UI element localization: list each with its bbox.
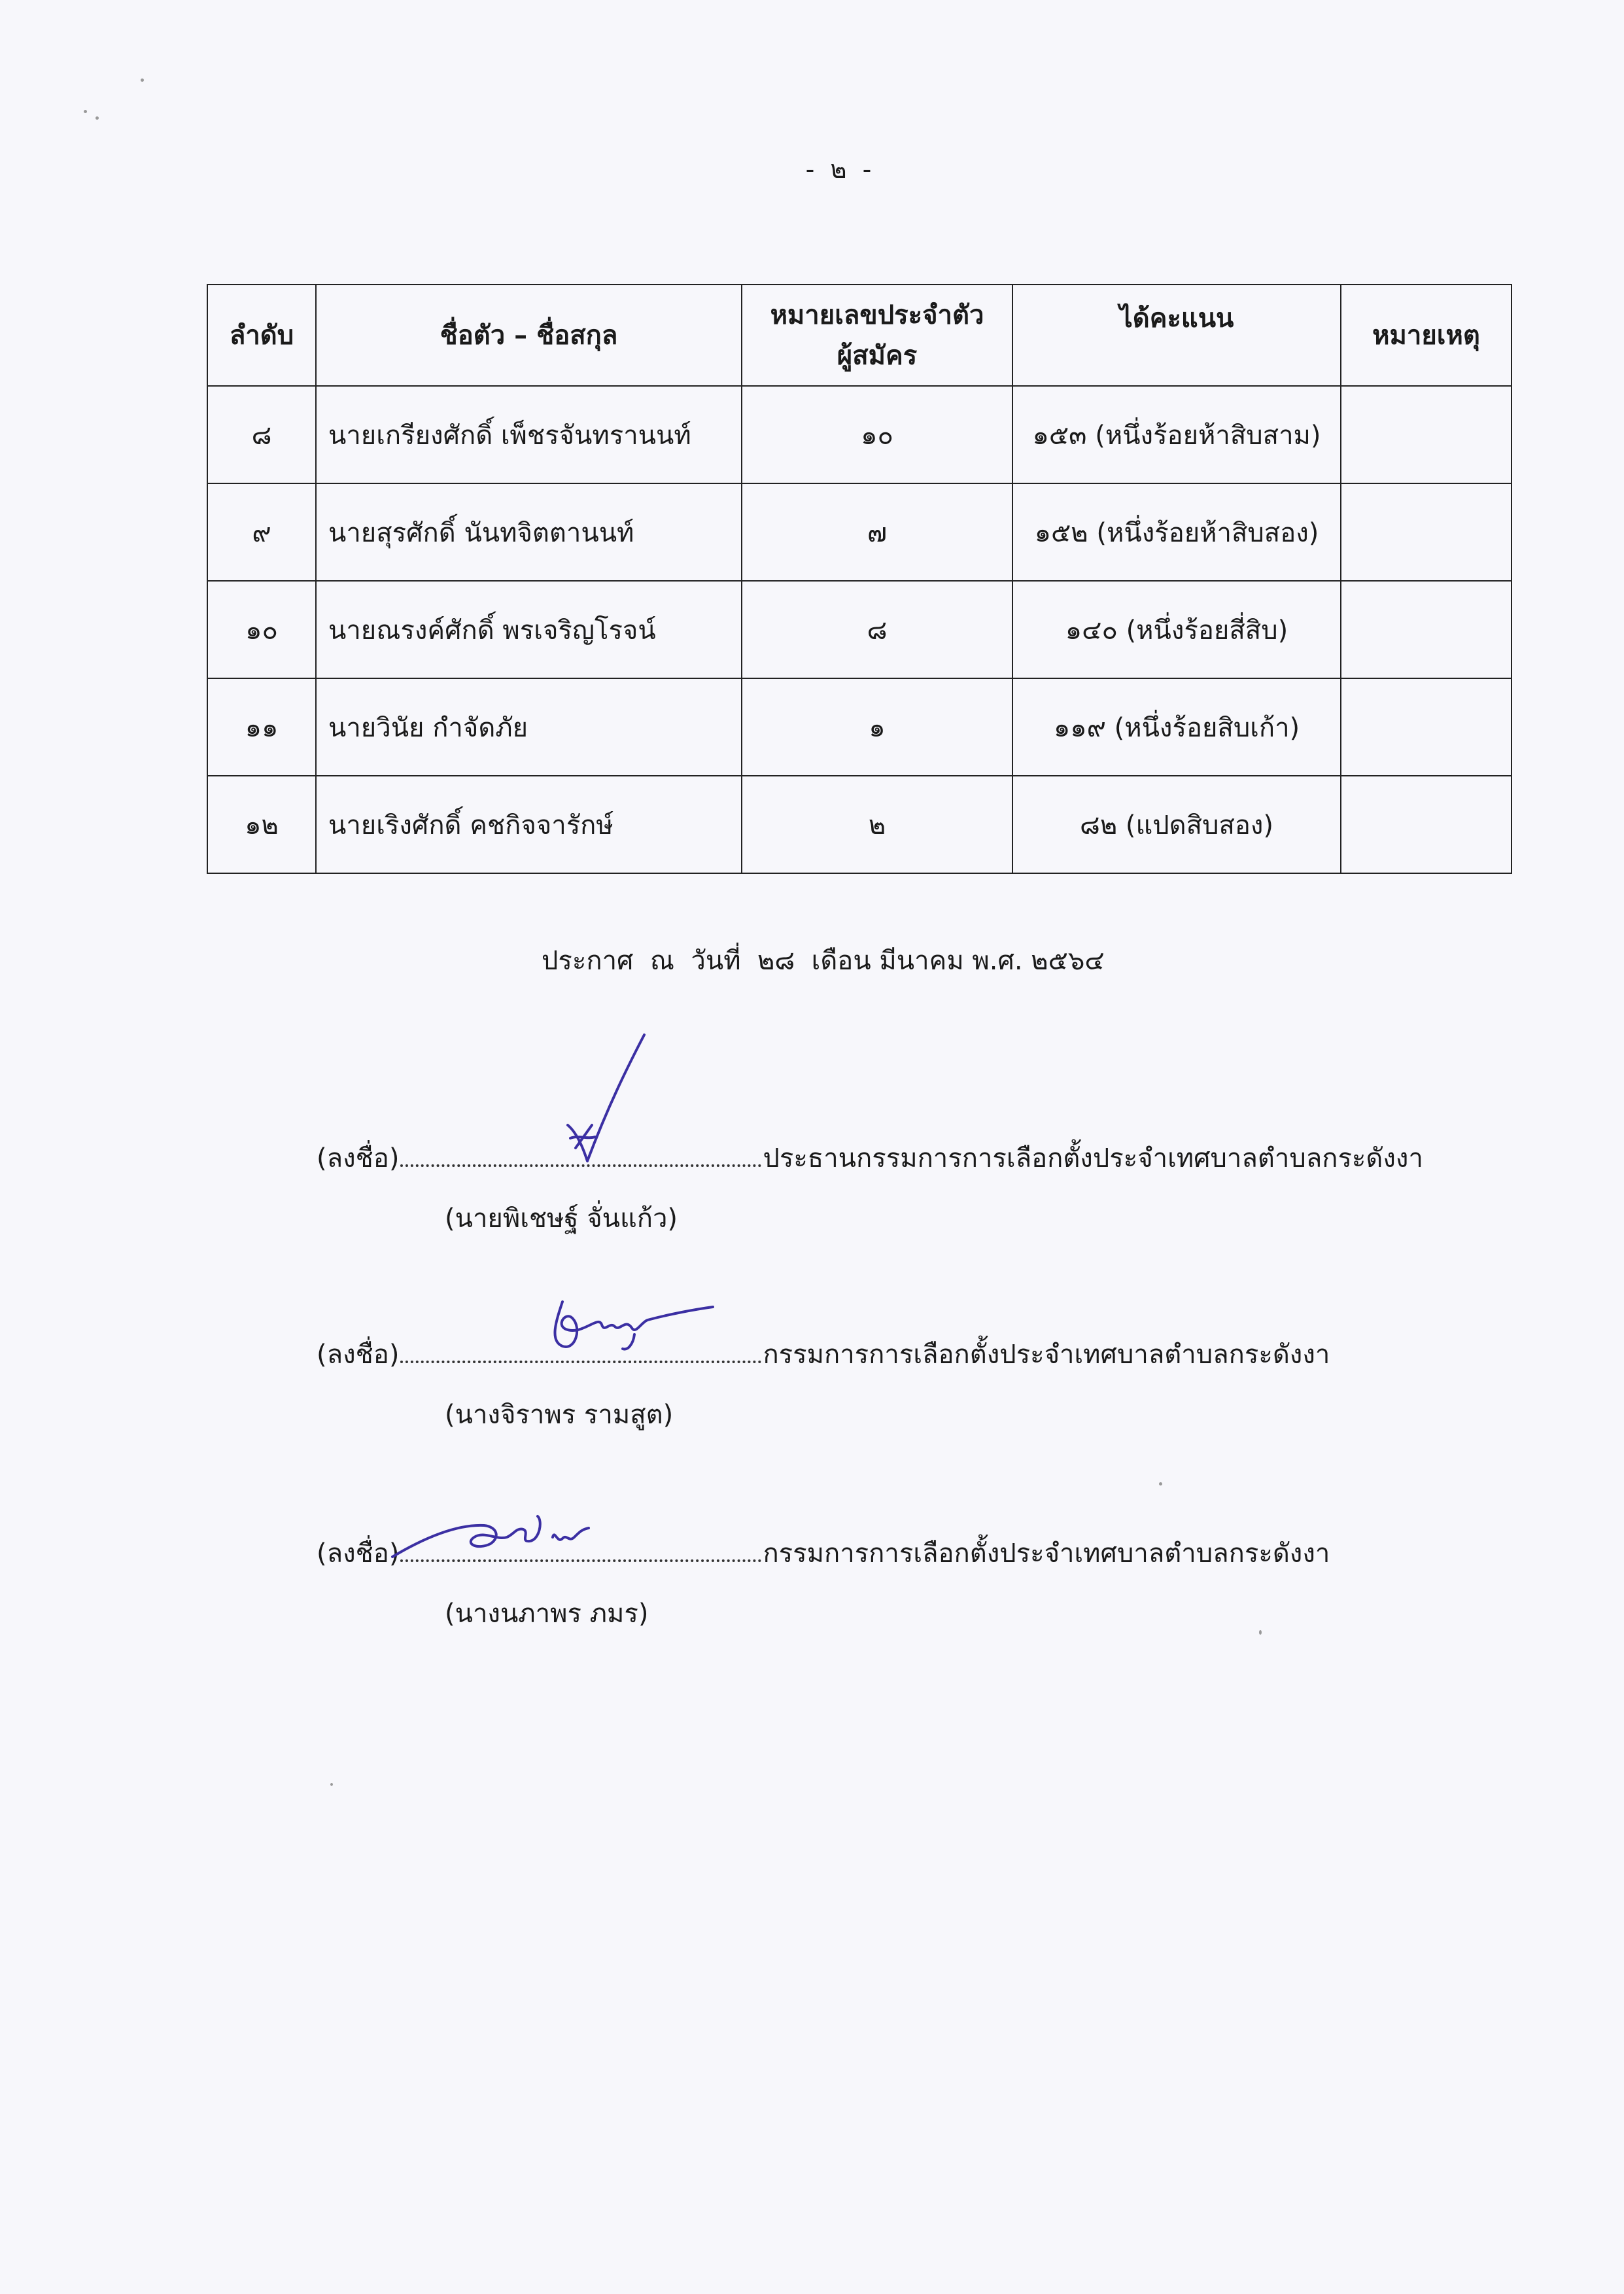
cell-candidate-number: ๘ <box>742 581 1012 678</box>
header-order: ลำดับ <box>207 285 316 386</box>
scan-speck <box>330 1783 333 1786</box>
cell-remark <box>1341 386 1512 483</box>
signature-position: ประธานกรรมการการเลือกตั้งประจำเทศบาลตำบลกระดังงา <box>763 1143 1423 1173</box>
signature-dotted-line <box>400 1553 761 1562</box>
scan-speck <box>1159 1482 1162 1486</box>
cell-name: นายวินัย กำจัดภัย <box>316 678 742 776</box>
signatory-name: (นายพิเชษฐ์ จั่นแก้ว) <box>445 1204 678 1234</box>
signature-dotted-line <box>400 1158 761 1167</box>
cell-name: นายณรงค์ศักดิ์ พรเจริญโรจน์ <box>316 581 742 678</box>
signature-position: กรรมการการเลือกตั้งประจำเทศบาลตำบลกระดังงา <box>763 1340 1330 1370</box>
announcement-date: ประกาศ ณ วันที่ ๒๘ เดือน มีนาคม พ.ศ. ๒๕๖๔ <box>542 946 1105 976</box>
signature-block-member-1 <box>317 1333 1330 1435</box>
cell-remark <box>1341 776 1512 873</box>
cell-score: ๑๕๓ (หนึ่งร้อยห้าสิบสาม) <box>1012 386 1341 483</box>
page-number: - ๒ - <box>805 155 876 184</box>
scan-speck <box>141 78 144 82</box>
cell-score: ๑๕๒ (หนึ่งร้อยห้าสิบสอง) <box>1012 483 1341 581</box>
cell-remark <box>1341 581 1512 678</box>
table-row <box>207 581 1512 678</box>
signature-block-chairman <box>317 1137 1423 1239</box>
cell-name: นายเริงศักดิ์ คชกิจจารักษ์ <box>316 776 742 873</box>
header-candidate-number-line2: ผู้สมัคร <box>837 340 918 371</box>
cell-candidate-number: ๑๐ <box>742 386 1012 483</box>
header-candidate-number <box>742 285 1012 386</box>
cell-candidate-number: ๒ <box>742 776 1012 873</box>
cell-order: ๘ <box>207 386 316 483</box>
signatory-name: (นางจิราพร รามสูต) <box>445 1400 674 1430</box>
table-row <box>207 483 1512 581</box>
cell-candidate-number: ๑ <box>742 678 1012 776</box>
signature-position: กรรมการการเลือกตั้งประจำเทศบาลตำบลกระดังงา <box>763 1538 1330 1569</box>
cell-score: ๘๒ (แปดสิบสอง) <box>1012 776 1341 873</box>
cell-name: นายสุรศักดิ์ นันทจิตตานนท์ <box>316 483 742 581</box>
header-candidate-number-line1: หมายเลขประจำตัว <box>770 300 984 330</box>
signature-prefix: (ลงชื่อ) <box>317 1340 400 1370</box>
signatory-name: (นางนภาพร ภมร) <box>445 1599 649 1629</box>
cell-order: ๑๒ <box>207 776 316 873</box>
cell-score: ๑๔๐ (หนึ่งร้อยสี่สิบ) <box>1012 581 1341 678</box>
scan-speck <box>84 110 87 113</box>
election-results-table <box>207 284 1512 874</box>
header-score: ได้คะแนน <box>1012 285 1341 386</box>
cell-order: ๑๑ <box>207 678 316 776</box>
header-remark: หมายเหตุ <box>1341 285 1512 386</box>
signature-dotted-line <box>400 1354 761 1363</box>
scan-speck <box>95 116 99 120</box>
cell-order: ๙ <box>207 483 316 581</box>
signature-block-member-2 <box>317 1532 1330 1634</box>
table-row <box>207 386 1512 483</box>
table-row <box>207 678 1512 776</box>
scan-speck <box>1259 1630 1262 1635</box>
cell-score: ๑๑๙ (หนึ่งร้อยสิบเก้า) <box>1012 678 1341 776</box>
cell-order: ๑๐ <box>207 581 316 678</box>
signature-line <box>317 1137 1423 1179</box>
signature-prefix: (ลงชื่อ) <box>317 1143 400 1173</box>
header-name: ชื่อตัว – ชื่อสกุล <box>316 285 742 386</box>
cell-remark <box>1341 483 1512 581</box>
cell-candidate-number: ๗ <box>742 483 1012 581</box>
cell-remark <box>1341 678 1512 776</box>
signature-prefix: (ลงชื่อ) <box>317 1538 400 1569</box>
cell-name: นายเกรียงศักดิ์ เพ็ชรจันทรานนท์ <box>316 386 742 483</box>
signature-line <box>317 1532 1330 1574</box>
table-row <box>207 776 1512 873</box>
table-header-row <box>207 285 1512 386</box>
signature-line <box>317 1333 1330 1375</box>
